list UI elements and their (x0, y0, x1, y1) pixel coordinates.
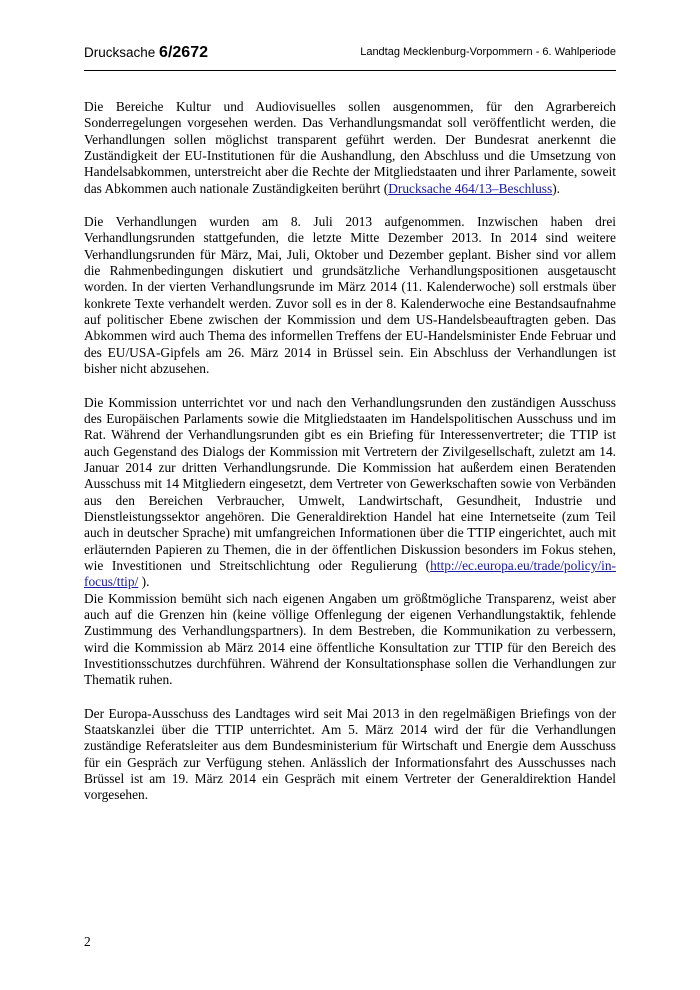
paragraph-2: Die Verhandlungen wurden am 8. Juli 2013 aufgenommen. Inzwischen haben drei Verhandlungsrunden stattgefunden, die letzte Mitte Dezember 2013. In 2014 sind weitere Verhandlungsrunden für März, Mai, Juli, Oktober und Dezember geplant. Bisher sind vor allem die Rahmenbedingungen diskutiert und grundsätzliche Verhandlungspositionen ausgetauscht worden. In der vierten Verhandlungsrunde im März 2014 (11. Kalenderwoche) soll erstmals über konkrete Texte verhandelt werden. Zuvor soll es in der 8. Kalenderwoche eine Bestandsaufnahme auf politischer Ebene zwischen der Kommission und dem US-Handelsbeauftragten geben. Das Abkommen wird auch Thema des informellen Treffens der EU-Handelsminister Ende Februar und des EU/USA-Gipfels am 26. März 2014 in Brüssel sein. Ein Abschluss der Verhandlungen ist bisher nicht abzusehen. (84, 214, 616, 377)
paragraph-3-text: Die Kommission unterrichtet vor und nach den Verhandlungsrunden den zuständigen Ausschuss des Europäischen Parlaments sowie die Mitgliedstaaten im Handelspolitischen Ausschuss und im Rat. Während der Verhandlungsrunden gibt es ein Briefing für Interessenvertreter; die TTIP ist auch Gegenstand des Dialogs der Kommission mit Vertretern der Zivilgesellschaft, zuletzt am 14. Januar 2014 zur dritten Verhandlungsrunde. Die Kommission hat außerdem einen Beratenden Ausschuss mit 14 Mitgliedern eingesetzt, dem Vertreter von Gewerkschaften sowie von Verbänden aus den Bereichen Verbraucher, Umwelt, Landwirtschaft, Gesundheit, Industrie und Dienstleistungssektor angehören. Die Generaldirektion Handel hat eine Internetseite (zum Teil auch in deutscher Sprache) mit umfangreichen Informationen über die TTIP eingerichtet, auch mit erläuternden Papieren zu Themen, die in der öffentlichen Diskussion besonders im Fokus stehen, wie Investitionen und Streitschlichtung oder Regulierung ( (84, 394, 616, 573)
paragraph-1 (84, 99, 616, 197)
drucksache-link[interactable]: Drucksache 464/13–Beschluss (388, 180, 553, 196)
page-header (84, 44, 616, 71)
institution-title: Landtag Mecklenburg-Vorpommern - 6. Wahlperiode (360, 46, 616, 58)
document-body (84, 99, 616, 804)
paragraph-5: Der Europa-Ausschuss des Landtages wird seit Mai 2013 in den regelmäßigen Briefings von der Staatskanzlei über die TTIP unterrichtet. Am 5. März 2014 wird der für die Verhandlungen zuständige Referatsleiter aus dem Bundesministerium für Wirtschaft und Energie dem Ausschuss für ein Gespräch zur Verfügung stehen. Anlässlich der Informationsfahrt des Ausschusses nach Brüssel ist am 19. März 2014 ein Gespräch mit einem Vertreter der Generaldirektion Handel vorgesehen. (84, 705, 616, 803)
document-label: Drucksache (84, 45, 156, 60)
document-number: 6/2672 (159, 44, 208, 61)
ttip-website-link[interactable]: http://ec.europa.eu/trade/policy/in-focus/ttip/ (84, 557, 616, 590)
paragraph-4: Die Kommission bemüht sich nach eigenen Angaben um größtmögliche Transparenz, weist aber auch auf die Grenzen hin (keine völlige Offenlegung der eigenen Verhandlungstaktik, fehlende Zustimmung des Verhandlungspartners). In dem Bestreben, die Kommunikation zu verbessern, wird die Kommission ab März 2014 eine öffentliche Konsultation zur TTIP für den Bereich des Investitionsschutzes durchführen. Während der Konsultationsphase sollen die Verhandlungen zur Thematik ruhen. (84, 590, 616, 688)
document-reference (84, 44, 208, 62)
paragraph-1-end: ). (552, 180, 561, 196)
paragraph-3-end: ). (138, 574, 150, 590)
page-number: 2 (84, 934, 91, 949)
paragraph-1-text: Die Bereiche Kultur und Audiovisuelles sollen ausgenommen, für den Agrarbereich Sonderregelungen vorgesehen werden. Das Verhandlungsmandat soll veröffentlicht werden, die Verhandlungen sollen möglichst transparent geführt werden. Der Bundesrat anerkennt die Zuständigkeit der EU-Institutionen für die Aushandlung, den Abschluss und die Umsetzung von Handelsabkommen, unterstreicht aber die Rechte der Mitgliedstaaten und ihrer Parlamente, soweit das Abkommen auch nationale Zuständigkeiten berührt ( (84, 99, 616, 196)
paragraph-3 (84, 395, 616, 591)
